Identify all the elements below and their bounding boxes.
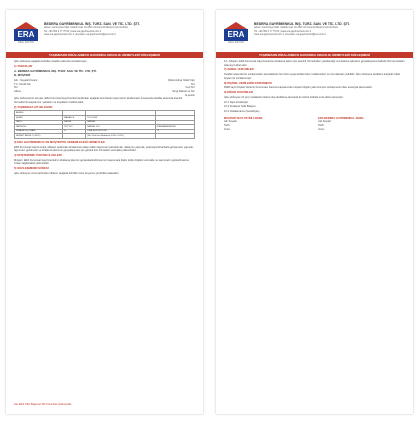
- section-paragraph: İşbu sözleşme imza tarihinden itibaren aşağıda belirtilen süre boyunca yürürlükte kalacaktır.: [14, 172, 120, 176]
- section-paragraph: İşbu sözleşmenin konusu; ERA Kurumsal Gayrimenkul tarafından aşağıda tanımlanan taşınmazın kiralanması hususunda taraflar arasında aracılık hizmetlerinin kapsamını, şartlarını ve koşullarını belirlemektir.: [14, 97, 183, 104]
- era-logo: [14, 22, 38, 48]
- table-cell: PARSEL NO: [86, 125, 155, 130]
- logo-roof-icon: [225, 22, 247, 29]
- party-b: B- MÜŞTERİ: [14, 73, 31, 78]
- company-info: [44, 22, 199, 36]
- table-cell: TAPU: [15, 120, 63, 125]
- company-address: Adres: Cumhuriyet Mah. Ataturk Cad. No:35/1 10 Kurucuk Merkezi Çorum/Kars: [44, 26, 128, 30]
- table-cell: TL: [155, 129, 194, 134]
- franchise-footer: Her ERA Ofisi Bağımsız Bir Franchise İşletmesidir.: [14, 403, 73, 406]
- table-cell: İLİ İLÇESİ: [86, 115, 155, 120]
- contract-title-banner: TAŞINMAZIN KİRALANMASI HAKKINDA ARACILIK HİZMETLERİ SÖZLEŞMESİ: [6, 52, 203, 58]
- page-1-content: [6, 60, 203, 176]
- table-cell: HİZMET BEDELİ (+KDV): [15, 134, 63, 139]
- signature-area: [216, 117, 413, 131]
- field-label: Şirket Adına Yetkili Kişi:: [168, 79, 195, 83]
- field-label: Cep Tel:: [185, 86, 195, 90]
- table-row: [15, 134, 195, 139]
- company-address: Adres: Cumhuriyet Mah. Ataturk Cad. No:35/1 10 Kurucuk Merkezi Çorum/Kars: [254, 26, 338, 30]
- client-signature-block: [224, 117, 311, 131]
- table-cell: ŞEHİR: [15, 115, 63, 120]
- table-cell: KİRALAMA BEDELİ: [155, 125, 194, 130]
- signature-line: İmza:: [318, 127, 325, 131]
- company-name: BEDERA GAYRİMENKUL İNŞ. TURZ. SAN. VE TİC. LTD. ŞTİ.: [44, 22, 140, 26]
- signature-line: Tarih:: [224, 124, 231, 128]
- section-heading: 8) KİŞİSEL VERİLERİN KORUNMASI: [224, 80, 272, 85]
- section-heading: 9) DİĞER HÜKÜMLER: [224, 90, 253, 95]
- section-paragraph: Taraflar arasında bu sözleşmeden kaynaklanan her türlü uyuşmazlıkta Kars mahkemeleri ve icra daireleri yetkilidir. İşbu sözleşme tarafların karşılıklı irade beyanı ile imzalanmıştır.: [224, 73, 401, 80]
- era-signature-title: ERA BEDERA GAYRİMENKUL ADINA: [318, 116, 364, 120]
- table-cell: %: [63, 129, 86, 134]
- company-name: BEDERA GAYRİMENKUL İNŞ. TURZ. SAN. VE TİC. LTD. ŞTİ.: [254, 22, 350, 26]
- document-page-2: [216, 10, 413, 414]
- signature-line: Adı Soyadı:: [318, 120, 332, 124]
- logo-text: ERA: [14, 29, 38, 41]
- era-signature-block: [318, 117, 405, 131]
- client-signature-lines: [224, 120, 311, 131]
- logo-tagline: REAL ESTATE: [228, 41, 244, 44]
- party-a: A- BEDERA GAYRİMENKUL İNŞ. TURZ. SAN. VE TİC. LTD. ŞTİ.: [14, 68, 97, 73]
- section-paragraph: Müşteri, ERA Kurumsal Gayrimenkul'un kiralama işlemini gerçekleştirebilmesi için taşınmaza ilişkin doğru bilgileri vermekle ve taşınmazın gösterilmesine imkan sağlamakla yükümlüdür.: [14, 158, 189, 166]
- attachment-list: [224, 101, 405, 114]
- section-heading: 5) SÖZLEŞMENİN SÜRESİ: [14, 166, 49, 171]
- section-paragraph: 6698 sayılı Kişisel Verilerin Korunması Kanunu kapsamında müşteri bilgileri yalnızca işbu sözleşmenin ifası amacıyla işlenecektir.: [224, 86, 373, 90]
- table-cell: CİLT NO: [63, 125, 86, 130]
- page-header: [6, 10, 203, 50]
- logo-text: ERA: [224, 29, 248, 41]
- list-item: 10.2 Kiralama Yetki Belgesi: [224, 105, 256, 109]
- field-label: Vergi Dairesi ve No:: [172, 89, 195, 93]
- field-label: Tel:: [14, 86, 19, 90]
- company-phone: Tel: +90 352 2 77 75 02 | www.era-gayrimenkul.com.tr: [44, 29, 102, 33]
- table-cell: KİRA ARTIŞ ORANI: [15, 129, 63, 134]
- section-heading: 7) GENEL HÜKÜMLER: [224, 67, 254, 72]
- section-heading: 1) TARAFLAR: [14, 63, 33, 68]
- property-table: [14, 110, 195, 139]
- table-cell: ADRES: [15, 111, 63, 116]
- logo-tagline: REAL ESTATE: [18, 41, 34, 44]
- company-web: www.era-gayrimenkul.com.tr | E-posta: era-gayrimenkul@era.com.tr: [44, 33, 116, 36]
- signature-line: Tarih:: [318, 124, 325, 128]
- field-label: Adı - Soyadı/Ünvanı:: [14, 79, 38, 83]
- section-paragraph: ERA Kurumsal Gayrimenkul, Müşteri tarafından kiralanması talep edilen taşınmazı pazarlamak, reklamını yapmak, potansiyel kiracılarla görüşmeler yapmak, taşınmazı gezdirmek ve kiralama işleminin gerçekleşmesi için gerekli tüm hizmetleri sunmakla yükümlüdür.: [14, 145, 194, 153]
- logo-roof-icon: [15, 22, 37, 29]
- field-label: Tel:: [190, 82, 195, 86]
- client-fields: [14, 79, 195, 97]
- intro-text: İşbu sözleşme aşağıda belirtilen taraflar arasında imzalanmıştır.: [14, 60, 88, 63]
- era-logo: [224, 22, 248, 48]
- table-cell: KİRA DEPOZİTOSU: [86, 129, 155, 134]
- table-cell: (Bir Yıllık Kira Bedelinin %10'u +KDV): [86, 134, 155, 139]
- page-header: [216, 10, 413, 50]
- field-label: T.C. Kimlik No:: [14, 82, 32, 86]
- era-signature-lines: [318, 120, 405, 131]
- field-label: Adres:: [14, 89, 22, 93]
- table-cell: PARSEL: [86, 120, 155, 125]
- field-label: E-posta:: [185, 93, 195, 97]
- list-item: 10.3 Vekaletname (Gerekliyse): [224, 110, 260, 114]
- company-web: www.era-gayrimenkul.com.tr | E-posta: era-gayrimenkul@era.com.tr: [254, 33, 326, 36]
- document-page-1: [6, 10, 203, 414]
- page-2-content: [216, 60, 413, 114]
- company-info: [254, 22, 409, 36]
- table-cell: SAYFA: [63, 120, 86, 125]
- table-cell: [155, 134, 194, 139]
- list-item: 10.1 Tapu Fotokopisi: [224, 100, 248, 104]
- table-cell: PAFTA NO: [15, 125, 63, 130]
- section-heading: 3) ERA GAYRİMENKUL'UN MÜŞTERİYE VEREBİLECEĞİ HİZMETLER: [14, 139, 105, 144]
- table-cell: [63, 134, 86, 139]
- signature-line: Adı Soyadı:: [224, 120, 238, 124]
- section-heading: 4) MÜŞTERİNİN YÜKÜMLÜLÜKLERİ: [14, 153, 62, 158]
- section-paragraph: 6.1- Müşteri, ERA Kurumsal Gayrimenkul'un kiralama işlemi için aracılık hizmetinden yararlandığı ve kiralama işleminin gerçekleşmesi halinde hizmet bedelini ödemeyi kabul eder.: [224, 60, 405, 67]
- client-signature-title: MÜŞTERİ VEYA YETKİLİ ADINA: [224, 116, 263, 120]
- section-heading: 2) TAŞINMAZA AİT BİLGİLER: [14, 104, 53, 109]
- signature-line: İmza:: [224, 127, 231, 131]
- company-phone: Tel: +90 352 2 77 75 02 | www.era-gayrimenkul.com.tr: [254, 29, 312, 33]
- contract-title-banner: TAŞINMAZIN KİRALANMASI HAKKINDA ARACILIK HİZMETLERİ SÖZLEŞMESİ: [216, 52, 413, 58]
- section-paragraph: İşbu sözleşme 10 (on) maddeden ibaret olup taraflarca okunarak iki nüsha halinde imza altına alınmıştır.: [224, 95, 344, 99]
- table-cell: MAHALLE: [63, 115, 86, 120]
